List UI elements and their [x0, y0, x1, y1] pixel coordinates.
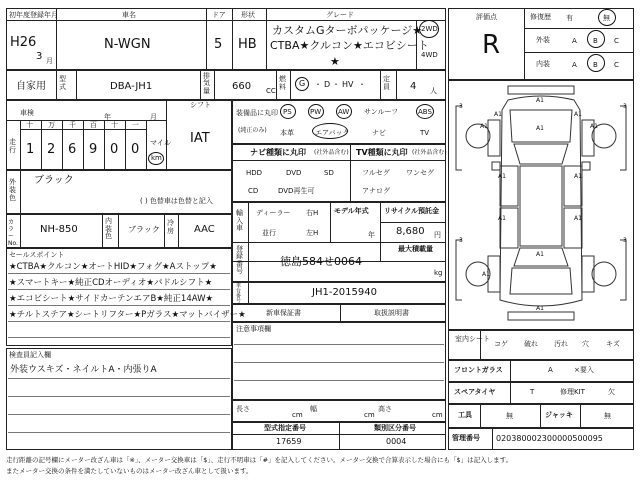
tv-analog: アナログ — [362, 187, 390, 195]
grade-line2: CTBA★クルコン★エコビシート — [270, 39, 429, 52]
tv-title: TV種類に丸印 — [356, 148, 408, 157]
car-outline-diagram — [448, 80, 634, 330]
navi-cd: CD — [248, 187, 259, 195]
grade-line3: ★ — [330, 55, 340, 68]
footer-line1: 走行距離の記号欄にメーター改ざん車は「※」、メーター交換車は「$」、走行不明車は「#」を記入してください。メーター交換で合算表示した場合にも「$」は記入します。 — [6, 456, 513, 464]
km-unit: km — [151, 154, 162, 162]
mile-unit: マイル — [150, 139, 171, 147]
body-shape: HB — [238, 37, 257, 52]
tv-title-sub: (社外品含む) — [412, 149, 447, 156]
damage-a1-5: A1 — [536, 125, 544, 132]
exterior-note: ( ) 色替車は色替と記入 — [140, 197, 213, 205]
navi-title: ナビ種類に丸印 — [250, 148, 306, 157]
inspector-text: 外装ウスキズ・ネイルトA・内張りA — [10, 365, 157, 375]
recycle-label: リサイクル預託金 — [384, 207, 440, 215]
mgmt-value: 020380002300000500095 — [496, 434, 603, 443]
digit-head-4: 十 — [111, 121, 118, 129]
fuel-label: 燃料 — [279, 75, 286, 91]
new-car-label: 新車保証書 — [266, 309, 301, 317]
exterior-label: 外装色 — [9, 178, 16, 203]
digit-2: 6 — [68, 142, 77, 157]
cooler-label: 冷房 — [167, 219, 174, 235]
repair-yes: 有 — [566, 14, 573, 22]
damage-a1-rear: A1 — [536, 305, 544, 312]
fuel-d: D — [324, 80, 331, 89]
spare-kit: 修理KIT — [560, 388, 585, 396]
inspector-block — [6, 348, 232, 450]
score-value: R — [482, 30, 501, 60]
damage-a1-8: A1 — [498, 215, 506, 222]
tools-value: 無 — [506, 412, 513, 420]
dim-width: 幅 — [310, 405, 317, 413]
digit-0: 1 — [26, 142, 35, 157]
bracket-tl: 3 — [459, 103, 463, 110]
equip-abs: ABS — [418, 108, 432, 116]
digit-3: 9 — [89, 142, 98, 157]
capacity: 4 — [410, 81, 417, 92]
dimensions-block — [232, 400, 446, 422]
capacity-label: 定員 — [383, 75, 390, 91]
front-glass-a: A — [548, 366, 553, 374]
first-reg-label: 初年度登録年月 — [9, 11, 58, 19]
model-label: 型式 — [59, 75, 66, 91]
fuel-hv: HV — [342, 80, 354, 89]
drive-2wd: 2WD — [421, 25, 438, 33]
door-count: 5 — [214, 37, 223, 52]
usage: 自家用 — [16, 81, 46, 92]
digit-head-0: 十 — [26, 121, 33, 129]
color-no-label: カラーNo. — [8, 219, 18, 247]
import-parallel: 並行 — [262, 229, 276, 237]
bracket-tr: 3 — [623, 103, 627, 110]
damage-a1-front: A1 — [536, 97, 544, 104]
registration-label: 登録番号 — [236, 245, 243, 276]
recycle-value: 8,680 — [396, 226, 425, 237]
fuel-dot3: ・ — [358, 80, 366, 89]
capacity-unit: 人 — [430, 87, 437, 95]
cooler: AAC — [194, 224, 215, 235]
repair-label: 修復歴 — [530, 13, 551, 21]
notes-block — [232, 322, 446, 400]
fuel-dot1: ・ — [314, 80, 322, 89]
equip-ps: PS — [283, 108, 292, 116]
reg-month: 3 — [36, 51, 43, 62]
digit-5: 0 — [131, 142, 140, 157]
repair-no: 無 — [603, 14, 610, 22]
class-value: 0004 — [386, 437, 407, 446]
spare-label: スペアタイヤ — [454, 388, 496, 396]
shaken-label: 車検 — [20, 109, 34, 117]
damage-a1-4: A1 — [590, 123, 598, 130]
tv-fullseg: フルセグ — [362, 169, 390, 177]
seat-yabure: 破れ — [524, 340, 538, 348]
seat-yogore: 汚れ — [554, 340, 568, 348]
bracket-br: 3 — [623, 237, 627, 244]
shaken-year-label: 年 — [104, 113, 111, 121]
drive-4wd: 4WD — [421, 51, 438, 59]
ext-label: 外装 — [536, 36, 550, 44]
front-glass-x: ×要入 — [574, 366, 594, 374]
front-glass-label: フロントガラス — [454, 366, 503, 374]
class-label: 類別区分番号 — [374, 424, 416, 432]
docs-block — [232, 304, 446, 322]
equip-aw: AW — [338, 108, 350, 116]
model-year-label: モデル年式 — [334, 207, 369, 215]
chassis-label: 車台番号 — [236, 283, 242, 304]
ext-b: B — [593, 37, 598, 45]
footer-line2: またメーター交換の条件を満たしていないものはメーター改ざん車として扱います。 — [6, 467, 253, 475]
fuel-dot2: ・ — [332, 80, 340, 89]
selling-points-label: セールスポイント — [9, 251, 65, 259]
max-load-unit: kg — [434, 269, 443, 277]
navi-hdd: HDD — [246, 169, 263, 177]
int-b: B — [593, 61, 598, 69]
selling-point-2: ★スマートキー★純正CDオーディオ★パドルシフト★ — [9, 278, 213, 288]
damage-a1-3: A1 — [480, 123, 488, 130]
type-label: 型式指定番号 — [264, 424, 306, 432]
digit-head-5: 一 — [132, 121, 139, 129]
equip-pw: PW — [310, 108, 322, 116]
shift-value: IAT — [190, 131, 210, 146]
equip-navi: ナビ — [372, 129, 386, 137]
ext-c: C — [614, 37, 619, 45]
int-label: 内装 — [536, 60, 550, 68]
dim-height: 高さ — [378, 405, 392, 413]
int-a: A — [572, 61, 577, 69]
reg-year: H26 — [10, 35, 37, 50]
import-left: 左H — [306, 229, 319, 237]
shape-label: 形状 — [241, 11, 255, 19]
inspector-label: 検査員記入欄 — [9, 351, 51, 359]
model-year-unit: 年 — [368, 231, 375, 239]
dim-height-cm: cm — [432, 411, 443, 419]
recycle-unit: 円 — [434, 231, 441, 239]
month-unit: 月 — [46, 57, 53, 65]
seat-label: 室内シート — [455, 335, 490, 343]
bracket-bl: 3 — [459, 237, 463, 244]
displacement: 660 — [232, 81, 252, 92]
import-label: 輸入車 — [236, 209, 243, 233]
tv-oneseg: ワンセグ — [406, 169, 434, 177]
damage-a1-11: A1 — [482, 271, 490, 278]
int-c: C — [614, 61, 619, 69]
damage-a1-9: A1 — [574, 215, 582, 222]
shift-label: シフト — [190, 101, 211, 109]
score-label: 評価点 — [476, 13, 497, 21]
selling-point-3: ★エコビシート★サイドカーテンエアB★純正14AW★ — [9, 294, 214, 304]
seat-kizu: キズ — [606, 340, 620, 348]
jack-label: ジャッキ — [545, 411, 573, 419]
navi-dvd: DVD — [286, 169, 302, 177]
digit-head-3: 百 — [90, 121, 97, 129]
equip-tv: TV — [420, 129, 430, 137]
mgmt-label: 管理番号 — [452, 434, 480, 442]
damage-a1-2: A1 — [574, 111, 582, 118]
type-value: 17659 — [276, 437, 302, 446]
damage-a1-1: A1 — [494, 111, 502, 118]
spare-t: T — [530, 388, 535, 396]
dim-length: 長さ — [236, 405, 250, 413]
chassis-value: JH1-2015940 — [312, 287, 377, 298]
door-label: ドア — [212, 11, 226, 19]
equip-sunroof: サンルーフ — [364, 108, 399, 116]
import-right: 右H — [306, 209, 319, 217]
grade-line1: カスタムGターボパッケージ★ — [272, 24, 423, 37]
jack-value: 無 — [604, 412, 611, 420]
exterior-color: ブラック — [34, 175, 74, 186]
spare-none: 欠 — [608, 388, 615, 396]
interior-label: 内装色 — [105, 217, 112, 241]
fuel-g: G — [299, 79, 306, 88]
selling-point-4: ★チルトステア★シートリフター★Pガラス★マットバイザー★ — [9, 310, 246, 320]
navi-dvd-play: DVD再生可 — [278, 187, 315, 195]
tools-label: 工具 — [458, 411, 472, 419]
equipment-label: 装備品に丸印 — [236, 109, 278, 117]
seat-koge: コゲ — [494, 340, 508, 348]
digit-head-2: 千 — [69, 121, 76, 129]
navi-title-sub: (社外品含む) — [314, 149, 349, 156]
cc-unit: CC — [266, 87, 276, 95]
model: DBA-JH1 — [110, 81, 153, 92]
damage-a1-10: A1 — [536, 251, 544, 258]
digit-head-1: 万 — [48, 121, 55, 129]
equip-leather: 本革 — [280, 129, 294, 137]
seat-ana: 穴 — [582, 340, 589, 348]
registration-value: 徳島584せ0064 — [280, 255, 362, 268]
max-load-label: 最大積載量 — [398, 245, 433, 253]
notes-label: 注意事項欄 — [236, 325, 271, 333]
car-name-label: 車名 — [122, 11, 136, 19]
grade-label: グレード — [326, 11, 354, 19]
manual-label: 取扱説明書 — [374, 309, 409, 317]
run-label: 走行 — [9, 138, 16, 155]
digit-1: 2 — [47, 142, 56, 157]
shaken-month-label: 月 — [150, 113, 157, 121]
damage-a1-6: A1 — [498, 173, 506, 180]
ext-a: A — [572, 37, 577, 45]
digit-4: 0 — [110, 142, 119, 157]
selling-point-1: ★CTBA★クルコン★オートHID★フォグ★Aストップ★ — [9, 262, 217, 272]
import-dealer: ディーラー — [256, 209, 291, 217]
equip-airbag: エアバック — [315, 129, 350, 137]
navi-sd: SD — [324, 169, 334, 177]
color-no: NH-850 — [40, 224, 78, 235]
interior-color: ブラック — [128, 225, 160, 234]
damage-a1-7: A1 — [574, 173, 582, 180]
dim-width-cm: cm — [364, 411, 375, 419]
equipment-sub: (純正のみ) — [238, 127, 267, 134]
car-name: N-WGN — [104, 37, 151, 52]
displacement-label: 排気量 — [203, 72, 210, 95]
dim-length-cm: cm — [292, 411, 303, 419]
